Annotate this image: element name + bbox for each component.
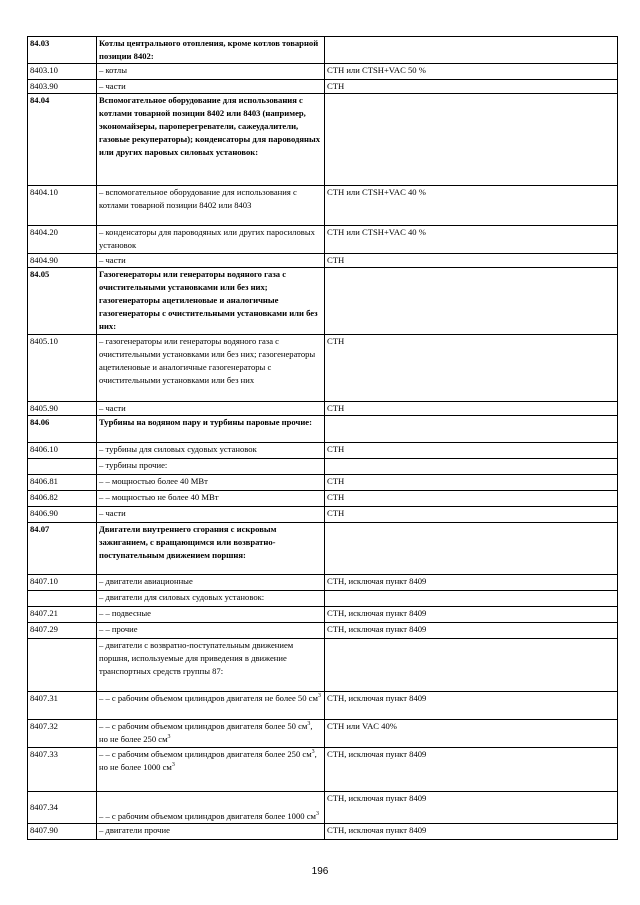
origin-rule: СТН xyxy=(325,254,618,268)
hs-code: 8407.29 xyxy=(28,623,97,639)
goods-description xyxy=(97,720,325,748)
table-row xyxy=(28,623,618,639)
superscript: 3 xyxy=(317,693,321,699)
superscript: 3 xyxy=(171,762,175,768)
table-row xyxy=(28,80,618,94)
hs-code: 8404.20 xyxy=(28,226,97,254)
goods-description: Двигатели внутреннего сгорания с искровым зажиганием, с вращающимся или возвратно-поступательным движением поршня: xyxy=(97,523,325,575)
goods-description xyxy=(97,792,325,824)
goods-description: – – прочие xyxy=(97,623,325,639)
hs-code xyxy=(28,639,97,692)
table-row xyxy=(28,639,618,692)
hs-code: 8405.90 xyxy=(28,402,97,416)
table-row xyxy=(28,692,618,720)
table-row xyxy=(28,507,618,523)
origin-rule: СТН, исключая пункт 8409 xyxy=(325,607,618,623)
page-number: 196 xyxy=(311,866,329,877)
goods-description: Турбины на водяном пару и турбины паровые прочие: xyxy=(97,416,325,443)
origin-rule: СТН или VAC 40% xyxy=(325,720,618,748)
hs-code: 8406.10 xyxy=(28,443,97,459)
origin-rule: СТН, исключая пункт 8409 xyxy=(325,623,618,639)
origin-rule xyxy=(325,94,618,186)
table-row xyxy=(28,575,618,591)
goods-description: – двигатели для силовых судовых установок: xyxy=(97,591,325,607)
table-row xyxy=(28,268,618,335)
origin-rule: СТН xyxy=(325,443,618,459)
desc-text: – – с рабочим объемом цилиндров двигателя более 50 см xyxy=(99,721,308,731)
goods-description: – вспомогательное оборудование для использования с котлами товарной позиции 8402 или 8403 xyxy=(97,186,325,226)
origin-rule: СТН xyxy=(325,80,618,94)
goods-description: Газогенераторы или генераторы водяного газа с очистительными установками или без них; газогенераторы ацетиленовые и аналогичные газогенераторы с очистительными установками или без них: xyxy=(97,268,325,335)
table-row xyxy=(28,186,618,226)
hs-code: 84.05 xyxy=(28,268,97,335)
origin-rule: СТН, исключая пункт 8409 xyxy=(325,792,618,824)
goods-description: – двигатели авиационные xyxy=(97,575,325,591)
table-row xyxy=(28,748,618,792)
hs-code xyxy=(28,591,97,607)
goods-description: – части xyxy=(97,80,325,94)
table-row xyxy=(28,607,618,623)
superscript: 3 xyxy=(167,734,171,740)
hs-code: 84.03 xyxy=(28,37,97,64)
hs-code: 8407.34 xyxy=(28,792,97,824)
goods-description: – газогенераторы или генераторы водяного газа с очистительными установками или без них; газогенераторы ацетиленовые и аналогичные газогенераторы с очистительными установками или без них xyxy=(97,335,325,402)
desc-text: , но не более 1000 см xyxy=(99,749,317,772)
origin-rule: СТН, исключая пункт 8409 xyxy=(325,824,618,840)
hs-code: 8403.10 xyxy=(28,64,97,80)
goods-description: – конденсаторы для пароводяных или других паросиловых установок xyxy=(97,226,325,254)
table-row xyxy=(28,402,618,416)
origin-rule: СТН или СТSН+VAC 40 % xyxy=(325,186,618,226)
superscript: 3 xyxy=(315,811,319,817)
hs-code: 8406.82 xyxy=(28,491,97,507)
origin-rule: СТН, исключая пункт 8409 xyxy=(325,748,618,792)
goods-description: – части xyxy=(97,402,325,416)
hs-code xyxy=(28,459,97,475)
goods-description: – двигатели с возвратно-поступательным движением поршня, используемые для приведения в движение транспортных средств группы 87: xyxy=(97,639,325,692)
goods-description: – части xyxy=(97,254,325,268)
goods-description: – части xyxy=(97,507,325,523)
origin-rule xyxy=(325,37,618,64)
table-row xyxy=(28,416,618,443)
desc-text: – – с рабочим объемом цилиндров двигателя не более 50 см xyxy=(99,693,318,703)
hs-code: 84.04 xyxy=(28,94,97,186)
goods-description: – – мощностью не более 40 МВт xyxy=(97,491,325,507)
hs-code: 84.07 xyxy=(28,523,97,575)
table-row xyxy=(28,459,618,475)
hs-code: 8407.33 xyxy=(28,748,97,792)
hs-code: 8404.10 xyxy=(28,186,97,226)
desc-text: , но не более 250 см xyxy=(99,721,313,744)
origin-rule xyxy=(325,523,618,575)
table-row xyxy=(28,254,618,268)
goods-description xyxy=(97,692,325,720)
table-row xyxy=(28,792,618,824)
origin-rule xyxy=(325,268,618,335)
hs-code: 8405.10 xyxy=(28,335,97,402)
origin-rule: СТН или СТSН+VAC 40 % xyxy=(325,226,618,254)
origin-rule: СТН, исключая пункт 8409 xyxy=(325,575,618,591)
origin-rule xyxy=(325,459,618,475)
hs-code: 8407.31 xyxy=(28,692,97,720)
table-row xyxy=(28,443,618,459)
hs-code: 8407.32 xyxy=(28,720,97,748)
origin-rule: СТН xyxy=(325,507,618,523)
goods-description: Котлы центрального отопления, кроме котлов товарной позиции 8402: xyxy=(97,37,325,64)
origin-rule: СТН или СТSН+VAC 50 % xyxy=(325,64,618,80)
origin-rule xyxy=(325,416,618,443)
hs-code: 8407.21 xyxy=(28,607,97,623)
table-row xyxy=(28,475,618,491)
hs-code: 8406.90 xyxy=(28,507,97,523)
table-row xyxy=(28,523,618,575)
hs-code: 8406.81 xyxy=(28,475,97,491)
goods-description xyxy=(97,748,325,792)
goods-description: – котлы xyxy=(97,64,325,80)
table-row xyxy=(28,226,618,254)
hs-code: 84.06 xyxy=(28,416,97,443)
table-row xyxy=(28,720,618,748)
origin-rule: СТН, исключая пункт 8409 xyxy=(325,692,618,720)
superscript: 3 xyxy=(311,749,315,755)
desc-text: – – с рабочим объемом цилиндров двигателя более 250 см xyxy=(99,749,312,759)
goods-description: – – мощностью более 40 МВт xyxy=(97,475,325,491)
origin-rule: СТН xyxy=(325,335,618,402)
table-row xyxy=(28,491,618,507)
table-row xyxy=(28,94,618,186)
goods-description: – двигатели прочие xyxy=(97,824,325,840)
goods-description: – турбины для силовых судовых установок xyxy=(97,443,325,459)
goods-description: Вспомогательное оборудование для использования с котлами товарной позиции 8402 или 8403 (например, экономайзеры, пароперегреватели, сажеудалители, газовые рекуператоры); конденсаторы для пароводяных или других паровых силовых установок: xyxy=(97,94,325,186)
origin-rule: СТН xyxy=(325,475,618,491)
goods-description: – турбины прочие: xyxy=(97,459,325,475)
origin-rule: СТН xyxy=(325,491,618,507)
hs-code: 8407.90 xyxy=(28,824,97,840)
origin-rule xyxy=(325,591,618,607)
desc-text: – – с рабочим объемом цилиндров двигателя более 1000 см xyxy=(99,811,316,821)
hs-code: 8407.10 xyxy=(28,575,97,591)
table-row xyxy=(28,64,618,80)
origin-rule: СТН xyxy=(325,402,618,416)
table-row xyxy=(28,824,618,840)
tariff-table xyxy=(27,36,618,840)
goods-description: – – подвесные xyxy=(97,607,325,623)
hs-code: 8404.90 xyxy=(28,254,97,268)
table-row xyxy=(28,335,618,402)
table-row xyxy=(28,37,618,64)
superscript: 3 xyxy=(307,721,311,727)
table-row xyxy=(28,591,618,607)
origin-rule xyxy=(325,639,618,692)
hs-code: 8403.90 xyxy=(28,80,97,94)
